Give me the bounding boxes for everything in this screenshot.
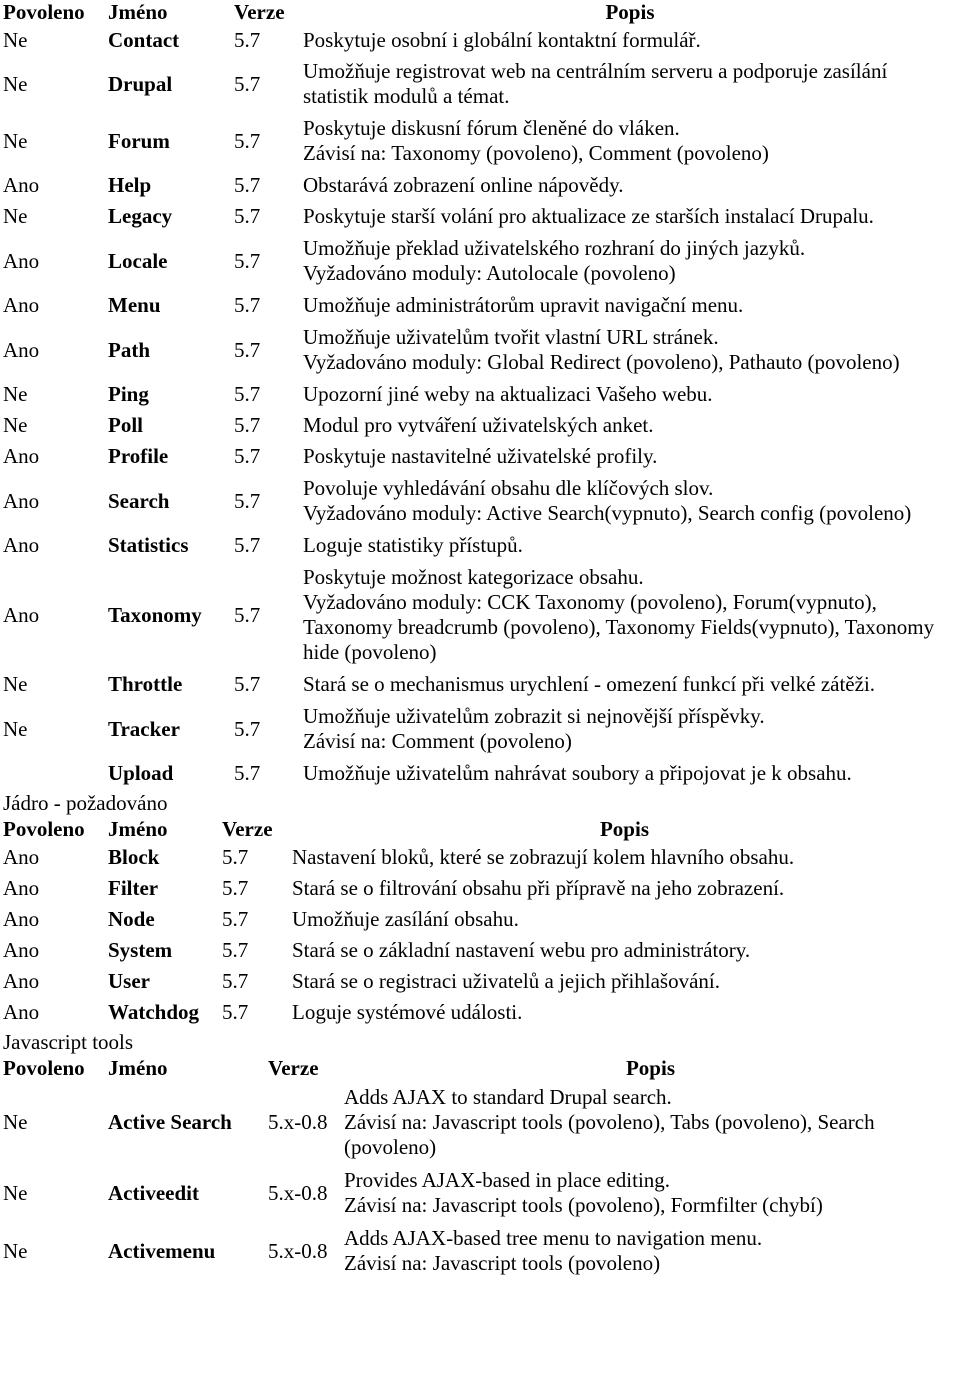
table-row xyxy=(0,472,960,530)
table-row xyxy=(0,561,960,669)
cell-module-name: Help xyxy=(108,173,152,197)
description-line: Závisí na: Javascript tools (povoleno), Formfilter (chybí) xyxy=(344,1193,823,1217)
cell-description xyxy=(300,112,960,170)
cell-enabled: Ano xyxy=(3,1000,40,1024)
cell-enabled: Ne xyxy=(3,1238,28,1263)
description-line: Umožňuje administrátorům upravit navigační menu. xyxy=(303,293,744,317)
description-line: Poskytuje nastavitelné uživatelské profily. xyxy=(303,444,658,468)
table-row xyxy=(0,25,960,56)
cell-description xyxy=(300,441,960,472)
cell-module-name: Taxonomy xyxy=(108,602,202,627)
cell-description xyxy=(300,56,960,112)
table-row xyxy=(0,1081,960,1164)
cell-version: 5.x-0.8 xyxy=(268,1180,328,1205)
description-line: Stará se o základní nastavení webu pro administrátory. xyxy=(292,938,751,962)
column-header-description: Popis xyxy=(599,817,649,841)
cell-description xyxy=(300,700,960,758)
description-line: Loguje systémové události. xyxy=(292,1000,523,1024)
cell-enabled: Ano xyxy=(3,293,40,317)
description-line: Závisí na: Taxonomy (povoleno), Comment (povoleno) xyxy=(303,141,769,165)
cell-description xyxy=(300,170,960,201)
cell-module-name: Drupal xyxy=(108,71,173,96)
cell-version: 5.7 xyxy=(234,488,261,513)
cell-version: 5.7 xyxy=(234,28,261,52)
description-line: Provides AJAX-based in place editing. xyxy=(344,1168,671,1192)
cell-version: 5.7 xyxy=(234,71,261,96)
cell-module-name: Activeedit xyxy=(108,1180,199,1205)
description-line: Loguje statistiky přístupů. xyxy=(303,533,523,557)
description-line: Vyžadováno moduly: CCK Taxonomy (povoleno), Forum(vypnuto), Taxonomy breadcrumb (povoleno), Taxonomy Fields(vypnuto), Taxonomy hide (povoleno) xyxy=(303,590,935,664)
cell-module-name: Path xyxy=(108,337,150,362)
description-line: Umožňuje uživatelům tvořit vlastní URL stránek. xyxy=(303,325,719,349)
cell-enabled: Ne xyxy=(3,204,28,228)
cell-description xyxy=(341,1222,960,1280)
cell-enabled: Ne xyxy=(3,1180,28,1205)
description-line: Obstarává zobrazení online nápovědy. xyxy=(303,173,624,197)
cell-module-name: Activemenu xyxy=(108,1238,216,1263)
cell-description xyxy=(341,1081,960,1164)
column-header-name: Jméno xyxy=(108,1056,168,1080)
cell-description xyxy=(300,25,960,56)
cell-module-name: Poll xyxy=(108,413,143,437)
cell-version: 5.7 xyxy=(222,938,249,962)
cell-enabled: Ano xyxy=(3,488,40,513)
cell-description xyxy=(289,873,960,904)
cell-enabled: Ano xyxy=(3,248,40,273)
cell-version: 5.7 xyxy=(222,876,249,900)
description-line: Stará se o registraci uživatelů a jejich přihlašování. xyxy=(292,969,721,993)
cell-enabled: Ano xyxy=(3,845,40,869)
description-line: Závisí na: Javascript tools (povoleno) xyxy=(344,1251,661,1275)
cell-version: 5.7 xyxy=(234,293,261,317)
cell-module-name: Filter xyxy=(108,876,159,900)
table-row xyxy=(0,321,960,379)
table-row xyxy=(0,112,960,170)
description-line: Povoluje vyhledávání obsahu dle klíčových slov. xyxy=(303,476,714,500)
cell-version: 5.7 xyxy=(234,204,261,228)
cell-module-name: Tracker xyxy=(108,716,180,741)
table-row xyxy=(0,201,960,232)
cell-module-name: Upload xyxy=(108,761,174,785)
table-row xyxy=(0,1222,960,1280)
description-line: Závisí na: Javascript tools (povoleno), Tabs (povoleno), Search (povoleno) xyxy=(344,1110,875,1159)
description-line: Umožňuje registrovat web na centrálním serveru a podporuje zasílání statistik modulů a témat. xyxy=(303,59,888,108)
cell-version: 5.7 xyxy=(234,533,261,557)
table-row xyxy=(0,873,960,904)
table-row xyxy=(0,700,960,758)
description-line: Adds AJAX to standard Drupal search. xyxy=(344,1085,672,1109)
cell-description xyxy=(300,379,960,410)
cell-module-name: Legacy xyxy=(108,204,173,228)
description-line: Umožňuje zasílání obsahu. xyxy=(292,907,519,931)
column-header-enabled: Povoleno xyxy=(3,1056,85,1080)
cell-description xyxy=(300,561,960,669)
column-header-enabled: Povoleno xyxy=(3,0,85,24)
cell-version: 5.7 xyxy=(234,444,261,468)
cell-version: 5.7 xyxy=(234,128,261,153)
table-row xyxy=(0,997,960,1028)
cell-enabled: Ne xyxy=(3,413,28,437)
table-row xyxy=(0,410,960,441)
cell-enabled: Ne xyxy=(3,128,28,153)
cell-module-name: Block xyxy=(108,845,160,869)
cell-version: 5.7 xyxy=(234,382,261,406)
cell-description xyxy=(300,201,960,232)
cell-module-name: Menu xyxy=(108,293,161,317)
cell-description xyxy=(341,1164,960,1222)
cell-description xyxy=(300,232,960,290)
javascript-tools-table xyxy=(0,1056,960,1280)
cell-enabled: Ano xyxy=(3,602,40,627)
cell-enabled xyxy=(0,758,105,789)
cell-description xyxy=(300,410,960,441)
description-line: Stará se o filtrování obsahu při přípravě na jeho zobrazení. xyxy=(292,876,785,900)
cell-version: 5.7 xyxy=(222,907,249,931)
description-line: Adds AJAX-based tree menu to navigation menu. xyxy=(344,1226,763,1250)
cell-version: 5.7 xyxy=(234,173,261,197)
column-header-description: Popis xyxy=(605,0,655,24)
cell-version: 5.7 xyxy=(234,716,261,741)
cell-version: 5.7 xyxy=(234,761,261,785)
cell-description xyxy=(289,966,960,997)
column-header-version: Verze xyxy=(222,817,273,841)
cell-description xyxy=(300,669,960,700)
table-row xyxy=(0,842,960,873)
cell-enabled: Ano xyxy=(3,907,40,931)
table-row xyxy=(0,935,960,966)
column-header-version: Verze xyxy=(268,1056,319,1080)
description-line: Poskytuje osobní i globální kontaktní formulář. xyxy=(303,28,701,52)
cell-description xyxy=(289,842,960,873)
table-row xyxy=(0,669,960,700)
cell-enabled: Ano xyxy=(3,533,40,557)
cell-enabled: Ano xyxy=(3,337,40,362)
description-line: Poskytuje možnost kategorizace obsahu. xyxy=(303,565,644,589)
cell-version: 5.7 xyxy=(234,672,261,696)
cell-version: 5.7 xyxy=(222,1000,249,1024)
table-row xyxy=(0,56,960,112)
cell-description xyxy=(289,997,960,1028)
column-header-enabled: Povoleno xyxy=(3,817,85,841)
table-row xyxy=(0,530,960,561)
cell-module-name: User xyxy=(108,969,150,993)
table-row xyxy=(0,290,960,321)
cell-version: 5.x-0.8 xyxy=(268,1110,328,1134)
cell-module-name: Locale xyxy=(108,248,168,273)
table-row xyxy=(0,379,960,410)
section-title-core: Jádro - požadováno xyxy=(3,791,168,815)
cell-version: 5.7 xyxy=(234,413,261,437)
table-row xyxy=(0,966,960,997)
table-row xyxy=(0,232,960,290)
cell-module-name: Node xyxy=(108,907,155,931)
core-modules-table xyxy=(0,817,960,1028)
cell-enabled: Ne xyxy=(3,672,28,696)
description-line: Umožňuje uživatelům nahrávat soubory a připojovat je k obsahu. xyxy=(303,761,852,785)
cell-description xyxy=(300,472,960,530)
cell-enabled: Ne xyxy=(3,1110,28,1134)
table-header-row xyxy=(0,817,960,842)
cell-module-name: Active Search xyxy=(108,1110,232,1134)
column-header-version: Verze xyxy=(234,0,285,24)
description-line: Umožňuje uživatelům zobrazit si nejnovější příspěvky. xyxy=(303,704,765,728)
cell-version: 5.7 xyxy=(234,602,261,627)
cell-module-name: System xyxy=(108,938,173,962)
cell-version: 5.7 xyxy=(234,248,261,273)
description-line: Stará se o mechanismus urychlení - omezení funkcí při velké zátěži. xyxy=(303,672,876,696)
cell-module-name: Forum xyxy=(108,128,170,153)
cell-enabled: Ne xyxy=(3,716,28,741)
table-header-row xyxy=(0,1056,960,1081)
cell-enabled: Ano xyxy=(3,969,40,993)
column-header-name: Jméno xyxy=(108,0,168,24)
cell-module-name: Throttle xyxy=(108,672,183,696)
cell-module-name: Search xyxy=(108,488,170,513)
table-row xyxy=(0,904,960,935)
table-row xyxy=(0,441,960,472)
cell-module-name: Profile xyxy=(108,444,169,468)
description-line: Modul pro vytváření uživatelských anket. xyxy=(303,413,654,437)
cell-version: 5.x-0.8 xyxy=(268,1238,328,1263)
column-header-description: Popis xyxy=(625,1056,675,1080)
cell-module-name: Watchdog xyxy=(108,1000,200,1024)
table-header-row xyxy=(0,0,960,25)
cell-module-name: Contact xyxy=(108,28,180,52)
description-line: Vyžadováno moduly: Global Redirect (povoleno), Pathauto (povoleno) xyxy=(303,350,900,374)
cell-enabled: Ano xyxy=(3,444,40,468)
description-line: Poskytuje diskusní fórum členěné do vláken. xyxy=(303,116,680,140)
cell-module-name: Statistics xyxy=(108,533,189,557)
description-line: Závisí na: Comment (povoleno) xyxy=(303,729,572,753)
cell-enabled: Ano xyxy=(3,876,40,900)
cell-description xyxy=(289,935,960,966)
table-row xyxy=(0,758,960,789)
cell-description xyxy=(300,321,960,379)
description-line: Vyžadováno moduly: Autolocale (povoleno) xyxy=(303,261,676,285)
cell-version: 5.7 xyxy=(222,845,249,869)
cell-enabled: Ano xyxy=(3,173,40,197)
cell-version: 5.7 xyxy=(234,337,261,362)
cell-description xyxy=(289,904,960,935)
cell-description xyxy=(300,290,960,321)
description-line: Vyžadováno moduly: Active Search(vypnuto), Search config (povoleno) xyxy=(303,501,912,525)
cell-description xyxy=(300,758,960,789)
cell-enabled: Ne xyxy=(3,382,28,406)
cell-enabled: Ne xyxy=(3,28,28,52)
description-line: Umožňuje překlad uživatelského rozhraní do jiných jazyků. xyxy=(303,236,806,260)
section-title-javascript-tools: Javascript tools xyxy=(3,1030,134,1054)
cell-enabled: Ne xyxy=(3,71,28,96)
description-line: Upozorní jiné weby na aktualizaci Vašeho webu. xyxy=(303,382,713,406)
cell-description xyxy=(300,530,960,561)
description-line: Poskytuje starší volání pro aktualizace ze starších instalací Drupalu. xyxy=(303,204,874,228)
cell-module-name: Ping xyxy=(108,382,149,406)
table-row xyxy=(0,1164,960,1222)
cell-version: 5.7 xyxy=(222,969,249,993)
table-row xyxy=(0,170,960,201)
cell-enabled: Ano xyxy=(3,938,40,962)
description-line: Nastavení bloků, které se zobrazují kolem hlavního obsahu. xyxy=(292,845,795,869)
column-header-name: Jméno xyxy=(108,817,168,841)
